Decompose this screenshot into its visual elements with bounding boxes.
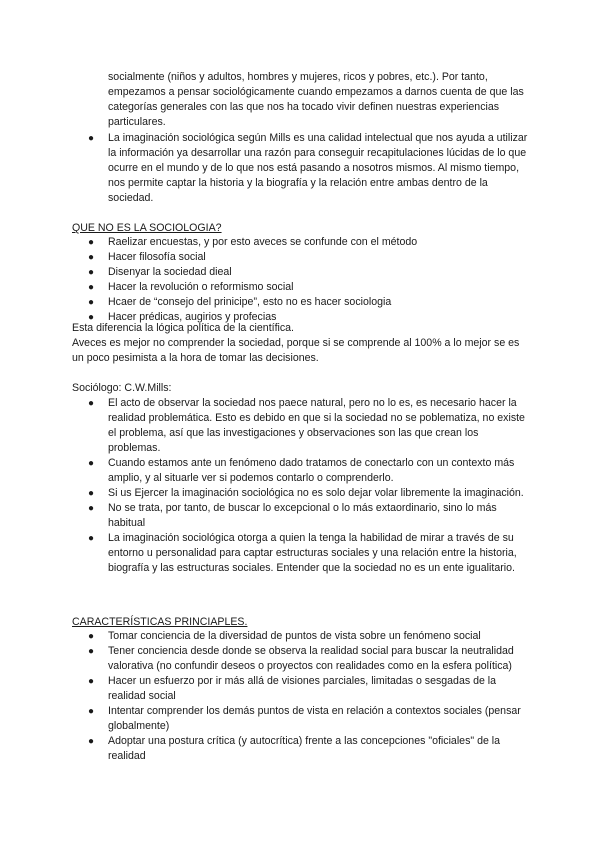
list-item [72, 265, 528, 280]
bullet-icon: ● [88, 676, 95, 687]
list-item-text: La imaginación sociológica otorga a quien la tenga la habilidad de mirar a través de su entorno u personalidad para captar estructuras sociales y una relación entre la historia, biografía y las estructuras sociales. Entender que la sociedad no es un ente igualitario. [108, 532, 517, 574]
list-item [72, 734, 528, 764]
bullet-icon: ● [88, 488, 95, 499]
bullet-icon: ● [88, 267, 95, 278]
paragraph-text: Esta diferencia la lógica política de la científica. [72, 322, 295, 334]
list-item [72, 531, 528, 576]
list-item-text: Hacer prédicas, augirios y profecias [108, 311, 277, 323]
list-item [72, 250, 528, 265]
bullet-icon: ● [88, 312, 95, 323]
list-item-text: Hcaer de “consejo del prinicipe”, esto no es hacer sociologia [108, 296, 392, 308]
list-item [72, 704, 528, 734]
section-label-mills: Sociólogo: C.W.Mills: [72, 382, 172, 394]
list-item [72, 235, 528, 250]
list-item [72, 644, 528, 674]
bullet-icon: ● [88, 646, 95, 657]
bullet-icon: ● [88, 237, 95, 248]
list-item-text: Tener conciencia desde donde se observa la realidad social para buscar la neutralidad valorativa (no confundir deseos o proyectos con realidades como en la esfera política) [108, 645, 514, 672]
bullet-icon: ● [88, 706, 95, 717]
list-item-text: La imaginación sociológica según Mills es una calidad intelectual que nos ayuda a utilizar la información ya desarrollar una razón para conseguir recapitulaciones lúcidas de lo que ocurre en el mundo y de lo que nos está pasando a nosotros mismos. Al mismo tiempo, nos permite captar la historia y la biografía y la relación entre ambas dentro de la sociedad. [108, 132, 528, 204]
list-item [72, 280, 528, 295]
list-item-text: Intentar comprender los demás puntos de vista en relación a contextos sociales (pensar globalmente) [108, 705, 521, 732]
list-item [72, 295, 528, 310]
list-item-text: Hacer un esfuerzo por ir más allá de visiones parciales, limitadas o sesgadas de la realidad social [108, 675, 497, 702]
que-no-es-bullet-list [72, 235, 528, 325]
list-item-text: El acto de observar la sociedad nos paece natural, pero no lo es, es necesario hacer la realidad problemática. Esto es debido en que si la sociedad no se poblematiza, no existe el problema, así que las investigaciones y observaciones son las que crean los problemas. [108, 397, 525, 454]
list-item [72, 674, 528, 704]
list-item-text: Disenyar la sociedad dieal [108, 266, 232, 278]
list-item-text: Hacer la revolución o reformismo social [108, 281, 294, 293]
list-item-text: Si us Ejercer la imaginación sociológica no es solo dejar volar libremente la imaginación. [108, 487, 524, 499]
section-heading-caracteristicas: CARACTERÍSTICAS PRINCIAPLES. [72, 616, 248, 628]
list-item-text: Adoptar una postura crítica (y autocrítica) frente a las concepciones "oficiales" de la realidad [108, 735, 501, 762]
bullet-icon: ● [88, 631, 95, 642]
intro-continuation-text: socialmente (niños y adultos, hombres y mujeres, ricos y pobres, etc.). Por tanto, empezamos a pensar sociológicamente cuando empezamos a darnos cuenta de que las categorías generales con las que nos ha tocado vivir definen nuestras experiencias particulares. [108, 71, 524, 128]
list-item [72, 629, 528, 644]
section-heading-que-no-es: QUE NO ES LA SOCIOLOGIA? [72, 222, 222, 234]
bullet-icon: ● [88, 252, 95, 263]
intro-bullet-list [72, 131, 528, 206]
list-item-text: Raelizar encuestas, y por esto aveces se confunde con el método [108, 236, 418, 248]
bullet-icon: ● [88, 133, 95, 144]
list-item [72, 456, 528, 486]
list-item [72, 131, 528, 206]
bullet-icon: ● [88, 398, 95, 409]
bullet-icon: ● [88, 297, 95, 308]
list-item-text: No se trata, por tanto, de buscar lo excepcional o lo más extaordinario, sino lo más habitual [108, 502, 497, 529]
mills-bullet-list [72, 396, 528, 576]
list-item [72, 486, 528, 501]
list-item-text: Tomar conciencia de la diversidad de puntos de vista sobre un fenómeno social [108, 630, 481, 642]
list-item-text: Hacer filosofía social [108, 251, 206, 263]
bullet-icon: ● [88, 503, 95, 514]
bullet-icon: ● [88, 736, 95, 747]
list-item [72, 501, 528, 531]
bullet-icon: ● [88, 282, 95, 293]
paragraph-text: Aveces es mejor no comprender la sociedad, porque si se comprende al 100% a lo mejor se es un poco pesimista a la hora de tomar las decisiones. [72, 337, 520, 364]
bullet-icon: ● [88, 458, 95, 469]
list-item [72, 396, 528, 456]
caracteristicas-bullet-list [72, 629, 528, 764]
list-item-text: Cuando estamos ante un fenómeno dado tratamos de conectarlo con un contexto más amplio, y al situarle ver si podemos contarlo o comprenderlo. [108, 457, 515, 484]
bullet-icon: ● [88, 533, 95, 544]
